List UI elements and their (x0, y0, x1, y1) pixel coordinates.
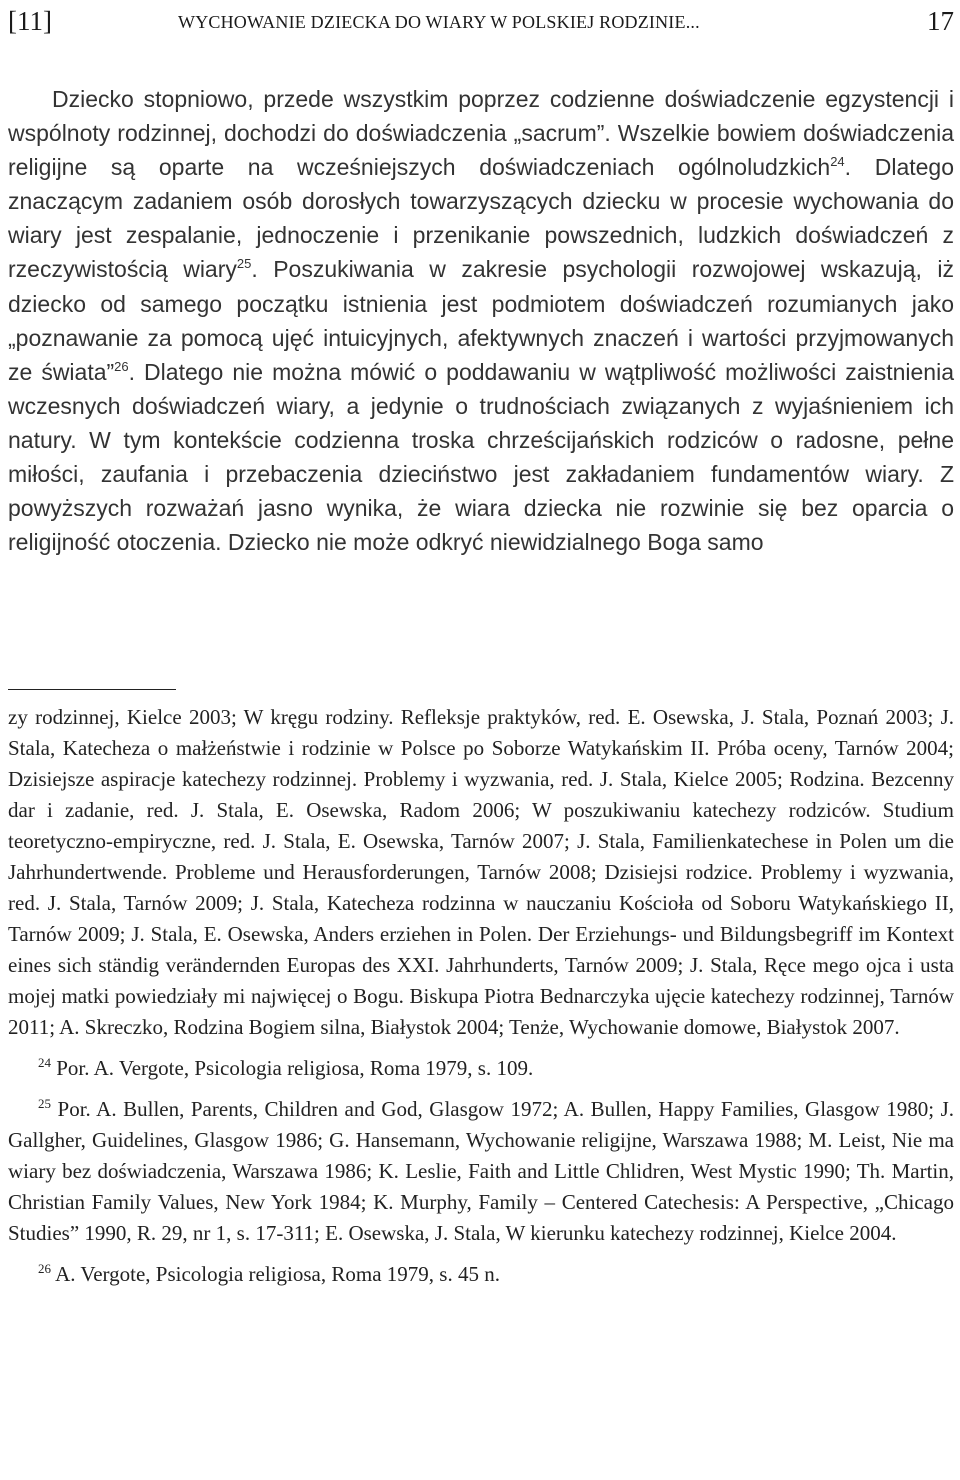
running-title: WYCHOWANIE DZIECKA DO WIARY W POLSKIEJ RODZINIE... (178, 12, 700, 32)
running-header (8, 6, 954, 36)
footnote-25 (8, 1094, 954, 1249)
footnotes-section (8, 702, 954, 1290)
footnote-divider (8, 689, 176, 690)
footnote-number: 25 (38, 1096, 51, 1111)
footnote-24 (8, 1053, 954, 1084)
footnote-ref-26[interactable]: 26 (114, 358, 129, 374)
body-paragraph (8, 82, 954, 559)
body-text-segment: . Dlatego nie można mówić o poddawaniu w wątpliwość możliwości zaistnienia wczesnych doświadczeń wiary, a jedynie o trudnościach związanych z wyjaśnieniem ich natury. W tym kontekście codzienna troska chrześcijańskich rodziców o radosne, pełne miłości, zaufania i przebaczenia dzieciństwo jest zakładaniem fundamentów wiary. Z powyższych rozważań jasno wynika, że wiara dziecka nie rozwinie się bez oparcia o religijność otoczenia. Dziecko nie może odkryć niewidzialnego Boga samo (8, 358, 954, 556)
footnote-text: A. Vergote, Psicologia religiosa, Roma 1979, s. 45 n. (51, 1262, 500, 1286)
footnote-ref-25[interactable]: 25 (236, 256, 252, 272)
footnote-text: Por. A. Vergote, Psicologia religiosa, Roma 1979, s. 109. (51, 1056, 534, 1080)
body-text-segment: Dziecko stopniowo, przede wszystkim poprzez codzienne doświadczenie egzystencji i wspólnoty rodzinnej, dochodzi do doświadczenia „sacrum”. Wszelkie bowiem doświadczenia religijne są oparte na wcześniejszych doświadczeniach ogólnoludzkich (8, 86, 954, 181)
footnote-continuation: zy rodzinnej, Kielce 2003; W kręgu rodziny. Refleksje praktyków, red. E. Osewska, J. Stala, Poznań 2003; J. Stala, Katecheza o małżeństwie i rodzinie w Polsce po Soborze Watykańskim II. Próba oceny, Tarnów 2004; Dzisiejsze aspiracje katechezy rodzinnej. Problemy i wyzwania, red. J. Stala, Kielce 2005; Rodzina. Bezcenny dar i zadanie, red. J. Stala, E. Osewska, Radom 2006; W poszukiwaniu katechezy rodziców. Studium teoretyczno-empiryczne, red. J. Stala, E. Osewska, Tarnów 2007; J. Stala, Familienkatechese in Polen um die Jahrhundertwende. Probleme und Herausforderungen, Tarnów 2008; Dzisiejsi rodzice. Problemy i wyzwania, red. J. Stala, Tarnów 2009; J. Stala, Katecheza rodzinna w nauczaniu Kościoła od Soboru Watykańskiego II, Tarnów 2009; J. Stala, E. Osewska, Anders erziehen in Polen. Der Erziehungs- und Bildungsbegriff im Kontext eines sich ständig verändernden Europas des XXI. Jahrhunderts, Tarnów 2009; J. Stala, Ręce mego ojca i usta mojej matki powiedziały mi najwięcej o Bogu. Biskupa Piotra Bednarczyka ujęcie katechezy rodzinnej, Tarnów 2011; A. Skreczko, Rodzina Bogiem silna, Białystok 2004; Tenże, Wychowanie domowe, Białystok 2007. (8, 705, 954, 1039)
body-text-segment: . Poszukiwania w zakresie psychologii rozwojowej wskazują, iż dziecko od samego początku istnienia jest podmiotem doświadczeń rozumianych jako „poznawanie za pomocą ujęć intuicyjnych, afektywnych znaczeń i wartości przyjmowanych ze świata” (8, 256, 954, 385)
footnote-ref-24[interactable]: 24 (830, 154, 845, 170)
body-text-segment: . Dlatego znaczącym zadaniem osób dorosłych towarzyszących dziecku w procesie wychowania do wiary jest zespalanie, jednoczenie i przenikanie powszednich, ludzkich doświadczeń z rzeczywistością wiary (8, 154, 955, 283)
section-number: [11] (8, 6, 52, 36)
page-number: 17 (927, 6, 954, 36)
footnote-number: 26 (38, 1261, 51, 1276)
footnote-text: Por. A. Bullen, Parents, Children and God, Glasgow 1972; A. Bullen, Happy Families, Glasgow 1980; J. Gallgher, Guidelines, Glasgow 1986; G. Hansemann, Wychowanie religijne, Warszawa 1988; M. Leist, Nie ma wiary bez doświadczenia, Warszawa 1986; K. Leslie, Faith and Little Chlidren, West Mystic 1990; Th. Martin, Christian Family Values, New York 1984; K. Murphy, Family – Centered Catechesis: A Perspective, „Chicago Studies” 1990, R. 29, nr 1, s. 17-311; E. Osewska, J. Stala, W kierunku katechezy rodzinnej, Kielce 2004. (8, 1097, 954, 1245)
footnote-26 (8, 1259, 954, 1290)
footnote-number: 24 (38, 1055, 51, 1070)
